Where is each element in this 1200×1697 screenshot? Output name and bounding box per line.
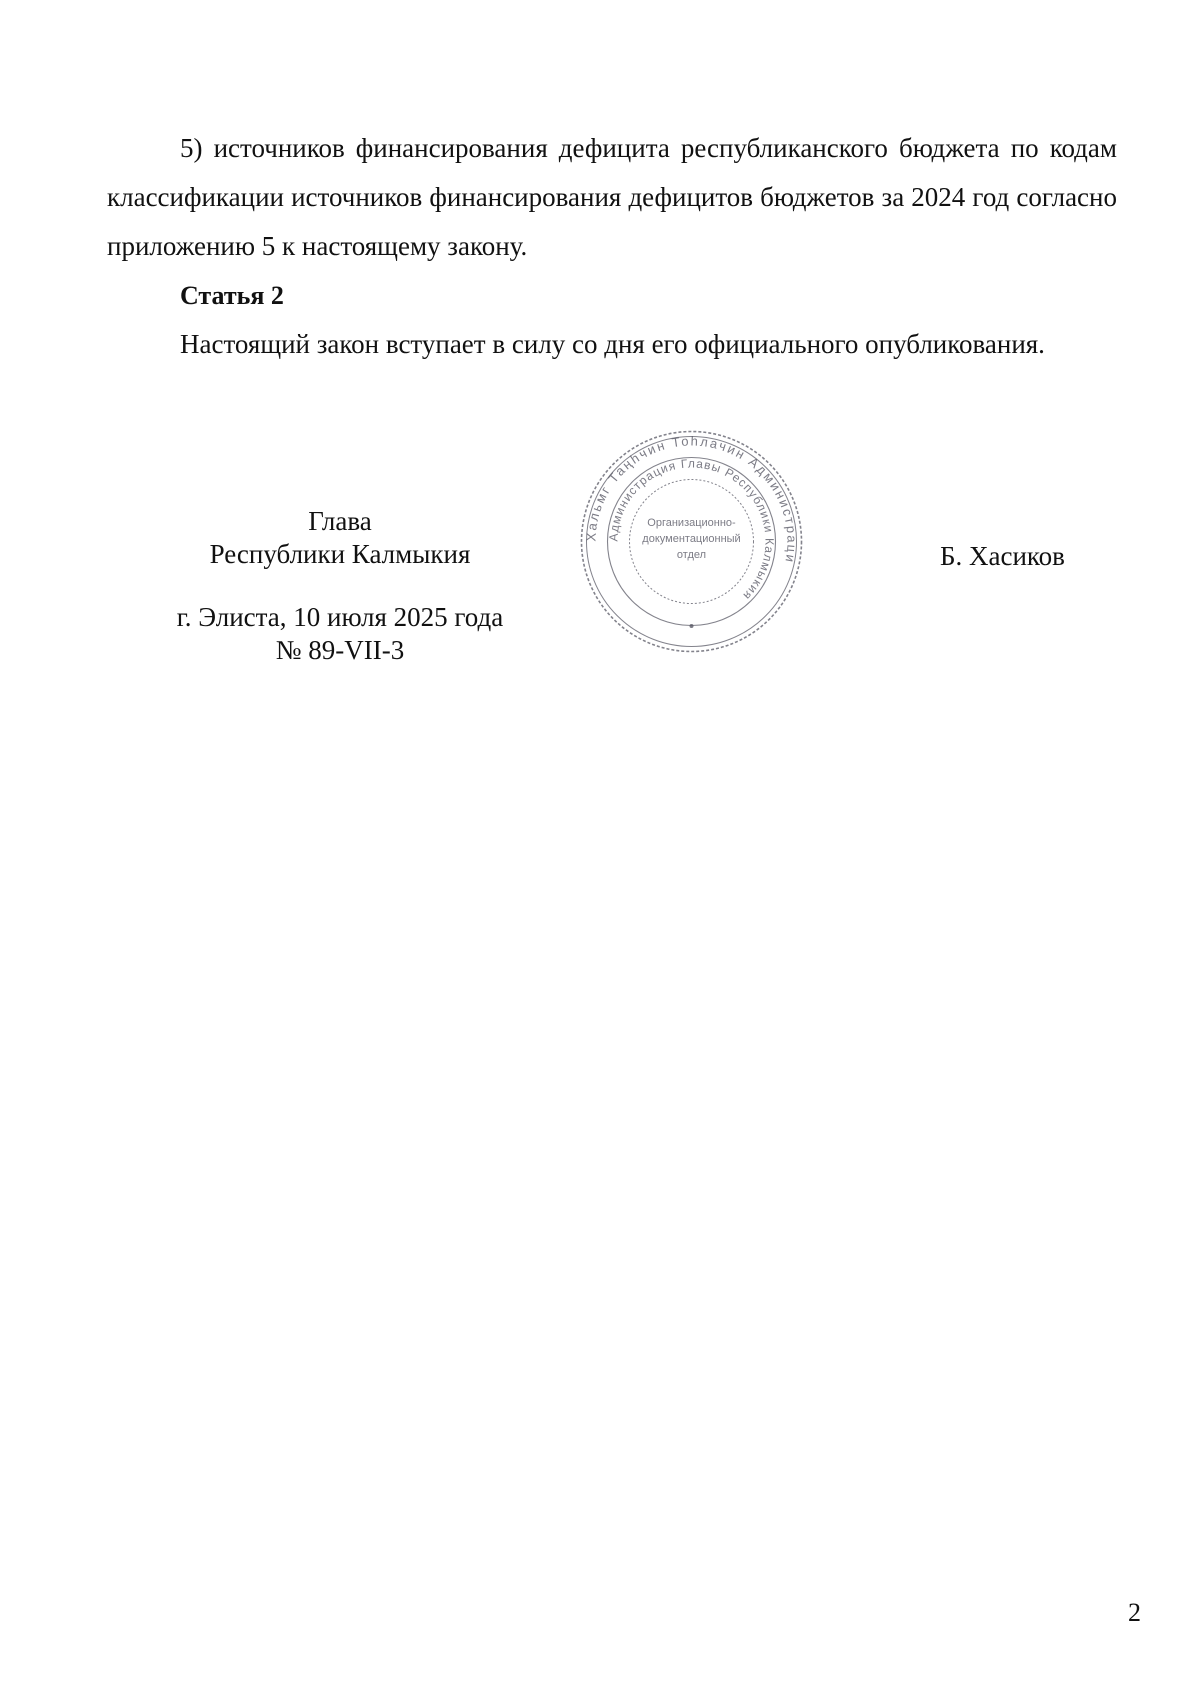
paragraph-item-5: 5) источников финансирования дефицита республиканского бюджета по кодам классификации источников финансирования дефицитов бюджетов за 2024 год согласно приложению 5 к настоящему закону. <box>107 133 1117 261</box>
seal-center-line2: документационный <box>642 533 741 545</box>
place-date-block <box>130 601 550 667</box>
document-body <box>107 124 1117 369</box>
signer-title-line1: Глава <box>308 506 372 536</box>
signer-name: Б. Хасиков <box>940 541 1065 571</box>
signer-title-line2: Республики Калмыкия <box>209 539 471 569</box>
law-number: № 89-VII-3 <box>275 635 405 665</box>
seal-dot-icon <box>690 624 694 628</box>
place-and-date: г. Элиста, 10 июля 2025 года <box>176 602 504 632</box>
seal-inner-text: Администрация Главы Республики Калмыкия <box>606 456 777 604</box>
article-text: Настоящий закон вступает в силу со дня его официального опубликования. <box>180 329 1045 359</box>
seal-center-line1: Организационно- <box>647 517 736 529</box>
seal-outer-text: Хальмг Таңһчин Тоһлачин Администраци <box>583 433 800 566</box>
signer-title <box>140 505 540 571</box>
article-heading: Статья 2 <box>180 281 284 310</box>
seal-center-line3: отдел <box>676 549 707 561</box>
svg-text:Администрация Главы Республики <box>606 456 776 603</box>
page-number: 2 <box>1128 1598 1141 1627</box>
official-seal <box>573 428 810 655</box>
